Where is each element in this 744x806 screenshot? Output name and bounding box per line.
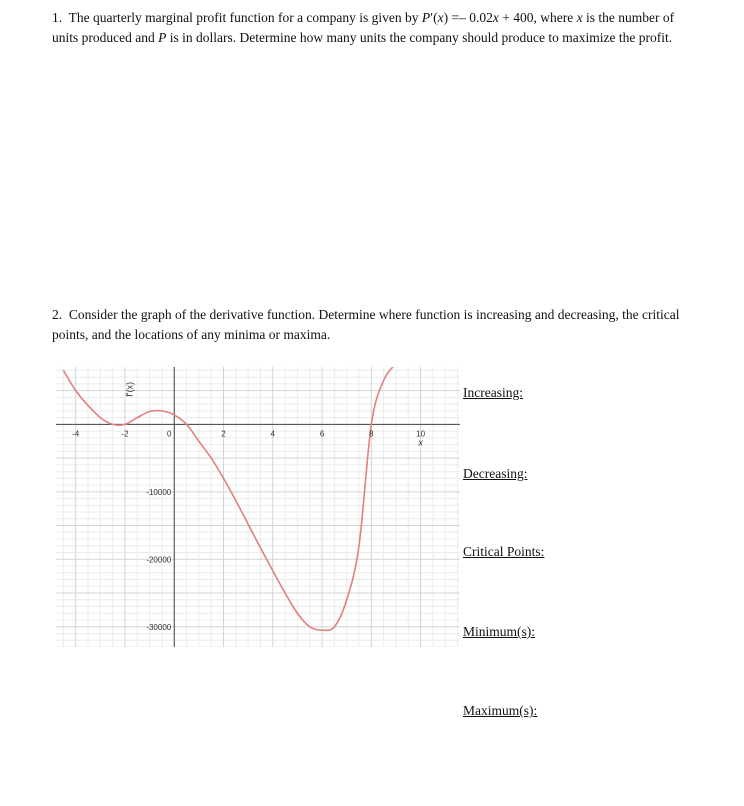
grid-minor <box>56 367 460 647</box>
x-tick-label: 2 <box>221 429 226 439</box>
grid-major <box>56 367 460 647</box>
question-text-where: where <box>540 10 574 25</box>
maximum-label: Maximum(s): <box>463 703 538 718</box>
question-2 <box>52 305 702 345</box>
y-tick-label: -10000 <box>146 487 172 497</box>
variable-x: x <box>576 10 583 25</box>
derivative-graph <box>56 367 460 647</box>
equation-tail: + 400, <box>498 10 537 25</box>
y-axis-label: f'(x) <box>124 381 135 397</box>
equation-p: P <box>421 10 431 25</box>
question-1 <box>52 8 692 48</box>
axes <box>56 367 460 647</box>
x-tick-label: 0 <box>167 429 172 439</box>
equation-prime: ′( <box>430 10 438 25</box>
question-text-units: is the number of units produced and <box>52 10 675 45</box>
x-tick-label: -2 <box>121 429 129 439</box>
question-text: The quarterly marginal profit function for a company is given by <box>68 10 419 25</box>
question-number: 2. <box>52 307 63 322</box>
decreasing-label: Decreasing: <box>463 466 528 481</box>
equation-rest: ) =– 0.02 <box>443 10 493 25</box>
question-text: Consider the graph of the derivative function. Determine where function is increasing and decreasing, the critical points, and the locations of any minima or maxima. <box>52 307 680 342</box>
equation-x2: x <box>492 10 499 25</box>
x-tick-label: 10 <box>416 429 426 439</box>
question-number: 1. <box>52 10 63 25</box>
x-tick-label: -4 <box>72 429 80 439</box>
question-text-dollars: is in dollars. Determine how many units the company should produce to maximize the profit. <box>169 30 673 45</box>
x-axis-label: x <box>418 437 423 448</box>
x-tick-label: 4 <box>270 429 276 439</box>
x-tick-label: 8 <box>369 429 374 439</box>
increasing-label: Increasing: <box>463 385 523 400</box>
y-tick-label: -30000 <box>146 622 172 632</box>
equation-x: x <box>437 10 444 25</box>
x-tick-label: 6 <box>319 429 325 439</box>
y-tick-label: -20000 <box>146 555 172 565</box>
variable-p: P <box>158 30 167 45</box>
minimum-label: Minimum(s): <box>463 624 536 639</box>
critical-points-label: Critical Points: <box>463 544 545 559</box>
